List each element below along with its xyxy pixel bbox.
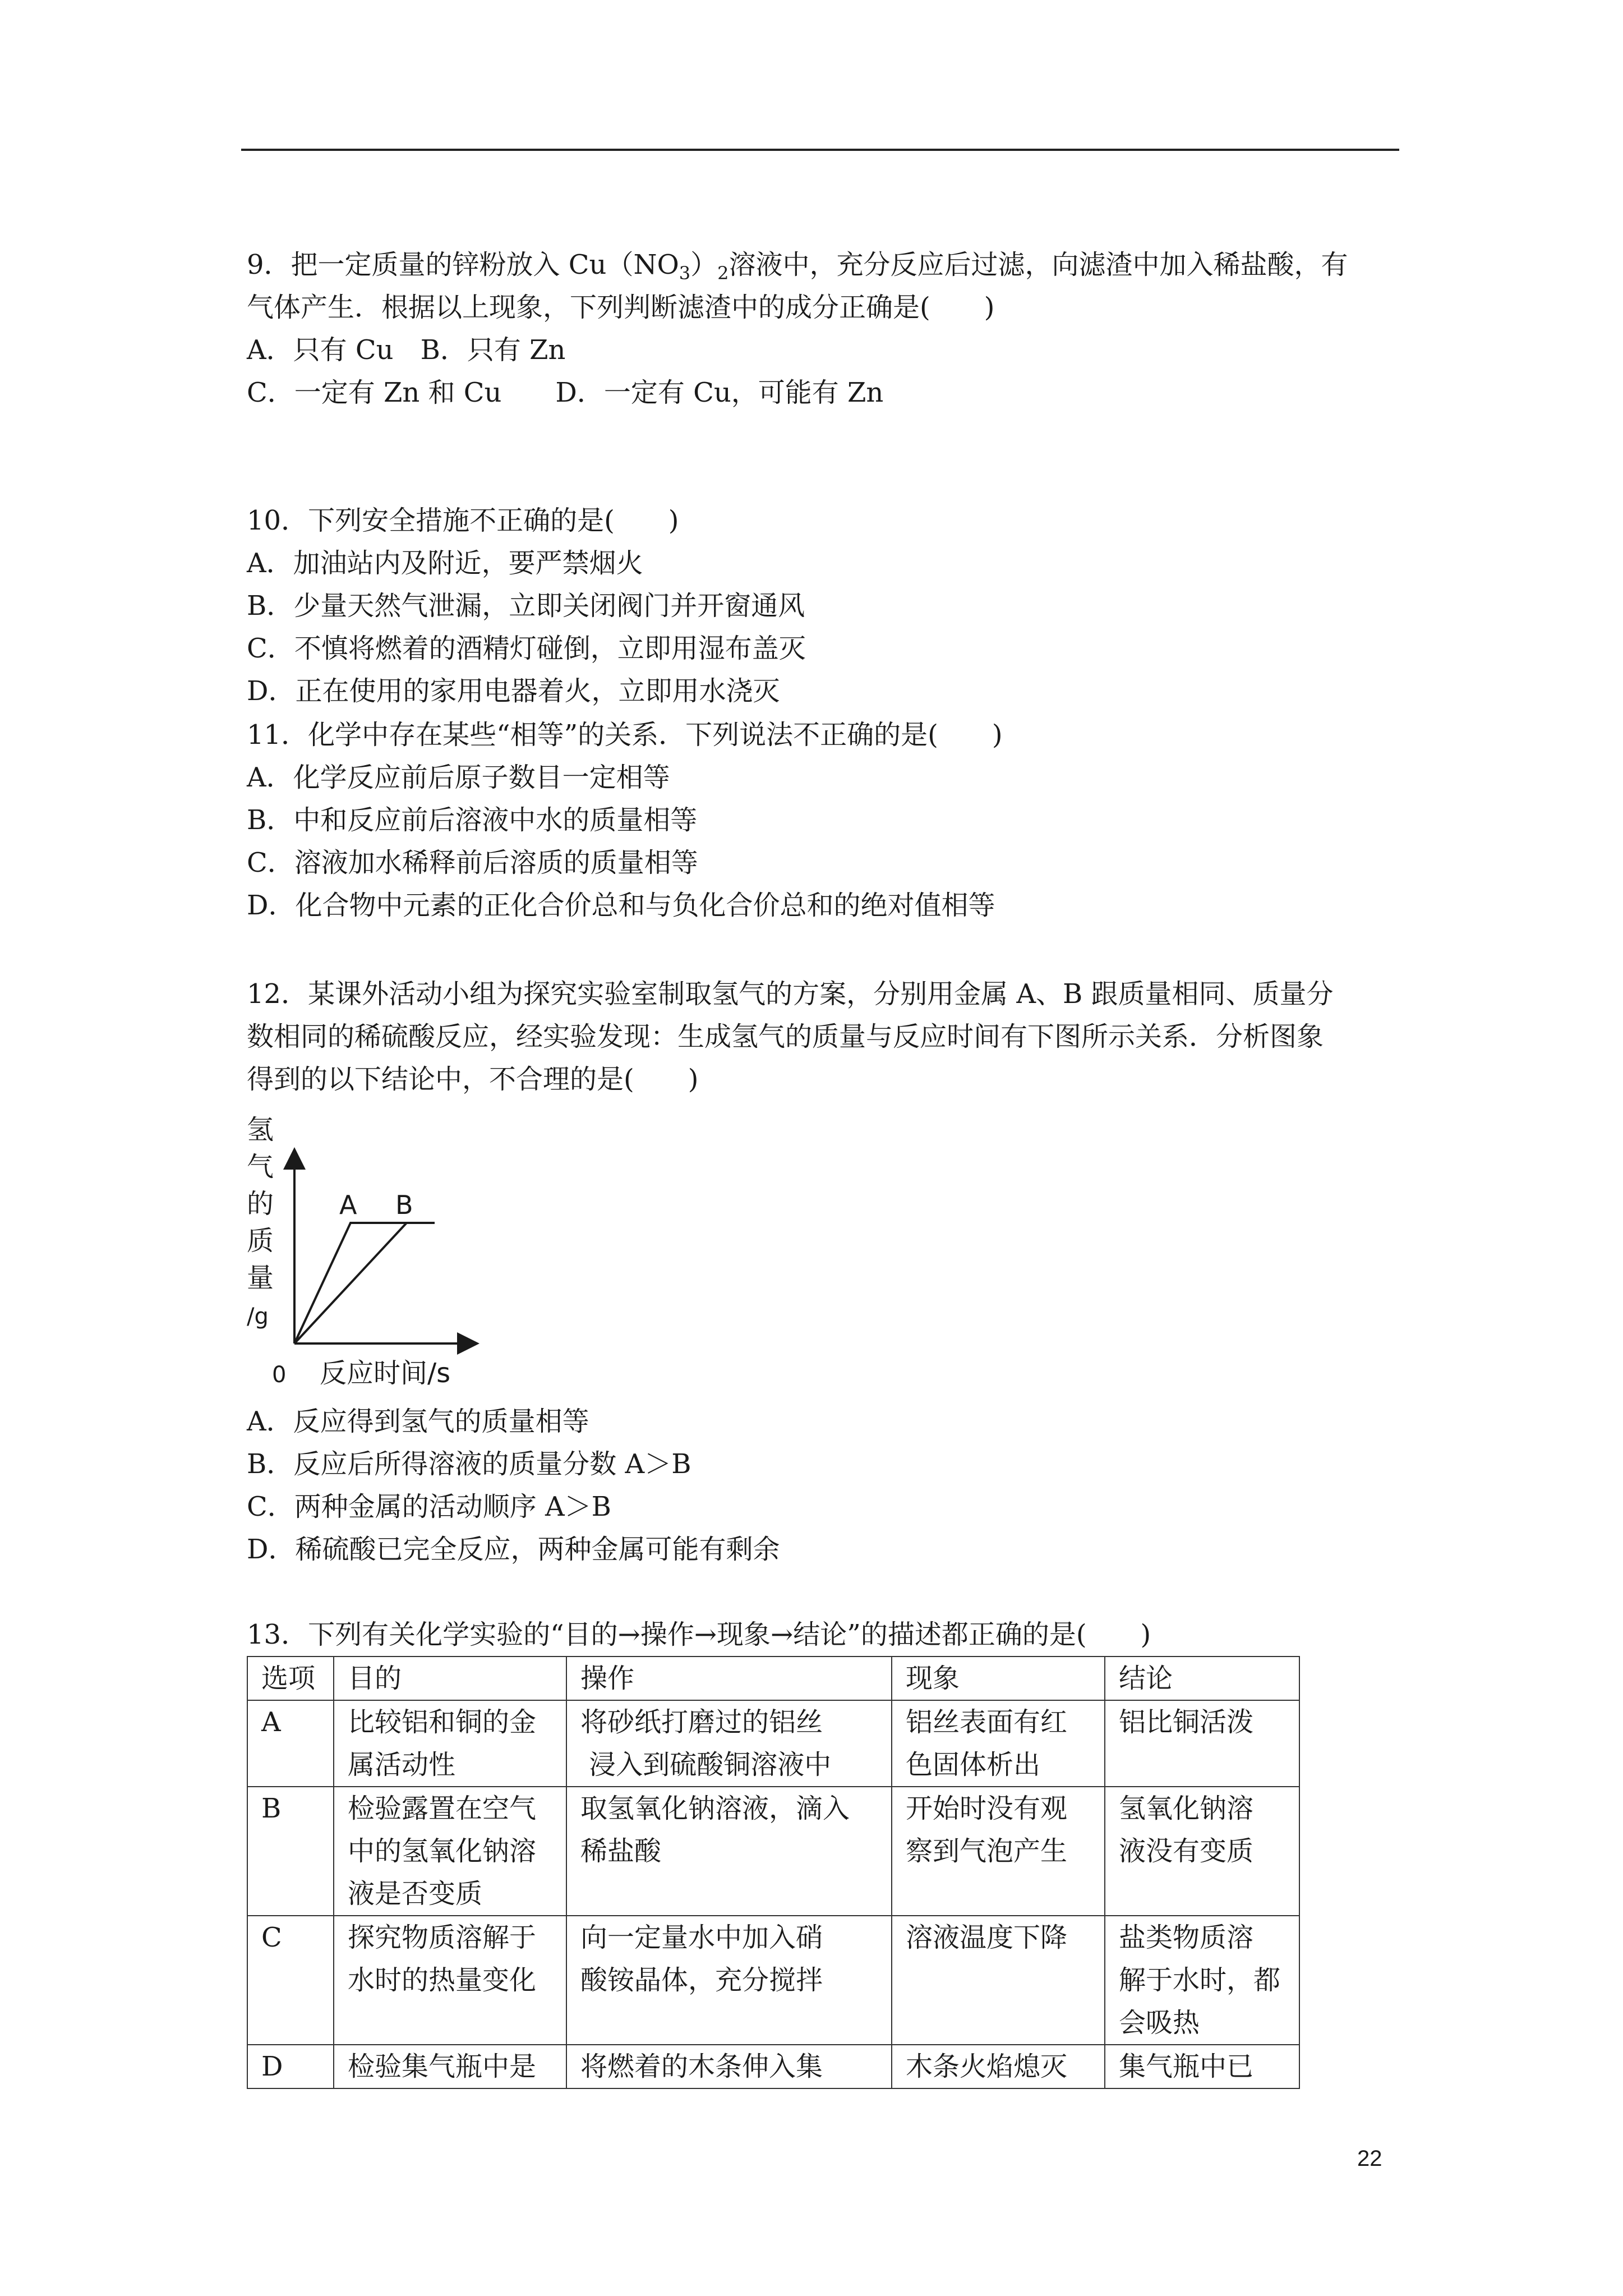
q9-stem-line-2: 气体产生．根据以上现象，下列判断滤渣中的成分正确是( ) xyxy=(247,292,995,323)
q12-stem-line-3: 得到的以下结论中，不合理的是( ) xyxy=(247,1064,699,1095)
cell-line: 检验露置在空气 xyxy=(348,1793,537,1824)
q13-table xyxy=(247,1656,1300,2089)
table-cell-purpose xyxy=(334,2045,566,2088)
y-label-char: 氢 xyxy=(247,1114,274,1145)
q10-stem: 10．下列安全措施不正确的是( ) xyxy=(247,505,679,536)
cell-line: 中的氢氧化钠溶 xyxy=(348,1835,537,1867)
table-cell-purpose xyxy=(334,1787,566,1916)
page-number: 22 xyxy=(1357,2146,1382,2171)
y-label-char: 气 xyxy=(247,1151,274,1182)
q9-options-ab: A．只有 Cu B．只有 Zn xyxy=(247,334,566,366)
q12-option-d: D．稀硫酸已完全反应，两种金属可能有剩余 xyxy=(247,1534,780,1565)
cell-line: 氢氧化钠溶 xyxy=(1119,1793,1254,1824)
q12-options xyxy=(247,1400,1402,1571)
q10-option-d: D．正在使用的家用电器着火，立即用水浇灭 xyxy=(247,675,780,707)
q12-stem-line-2: 数相同的稀硫酸反应，经实验发现：生成氢气的质量与反应时间有下图所示关系．分析图象 xyxy=(247,1021,1324,1052)
cell-line: 水时的热量变化 xyxy=(348,1964,537,1996)
table-cell-phenomenon xyxy=(892,1916,1105,2045)
table-row xyxy=(247,1787,1299,1916)
cell-line: 探究物质溶解于 xyxy=(348,1922,537,1953)
y-axis-label xyxy=(247,1114,274,1329)
cell-line: 盐类物质溶 xyxy=(1119,1922,1254,1953)
table-header-row xyxy=(247,1657,1299,1700)
cell-line: 检验集气瓶中是 xyxy=(348,2051,537,2082)
y-label-char: 量 xyxy=(247,1262,274,1294)
series-label-a: A xyxy=(339,1190,357,1220)
cell-line: 解于水时，都 xyxy=(1119,1964,1281,1996)
table-cell-phenomenon xyxy=(892,1787,1105,1916)
cell-line: 木条火焰熄灭 xyxy=(906,2051,1068,2082)
q11-stem: 11．化学中存在某些“相等”的关系．下列说法不正确的是( ) xyxy=(247,719,1003,751)
header-rule xyxy=(241,149,1399,151)
table-cell-conclusion xyxy=(1105,2045,1299,2088)
cell-line: 铝比铜活泼 xyxy=(1119,1706,1254,1738)
table-cell-purpose xyxy=(334,1916,566,2045)
q11-option-d: D．化合物中元素的正化合价总和与负化合价总和的绝对值相等 xyxy=(247,890,995,921)
cell-line: 溶液温度下降 xyxy=(906,1922,1068,1953)
table-cell-purpose xyxy=(334,1700,566,1787)
cell-line: 开始时没有观 xyxy=(906,1793,1068,1824)
table-cell-operation xyxy=(566,1916,892,2045)
cell-line: 稀盐酸 xyxy=(580,1835,662,1867)
q12-option-c: C．两种金属的活动顺序 A＞B xyxy=(247,1491,611,1522)
q12-option-a: A．反应得到氢气的质量相等 xyxy=(247,1406,589,1437)
table-cell-option: A xyxy=(247,1700,334,1787)
origin-label: 0 xyxy=(272,1362,287,1388)
cell-line: 液没有变质 xyxy=(1119,1835,1254,1867)
table-cell-phenomenon xyxy=(892,2045,1105,2088)
table-cell-conclusion xyxy=(1105,1700,1299,1787)
cell-line: 将燃着的木条伸入集 xyxy=(580,2051,823,2082)
q10-option-a: A．加油站内及附近，要严禁烟火 xyxy=(247,547,643,579)
question-11 xyxy=(247,714,1402,927)
cell-line: 液是否变质 xyxy=(348,1878,483,1910)
table-cell-conclusion xyxy=(1105,1916,1299,2045)
table-cell-phenomenon xyxy=(892,1700,1105,1787)
table-row xyxy=(247,1700,1299,1787)
cell-line: 集气瓶中已 xyxy=(1119,2051,1254,2082)
hydrogen-mass-chart xyxy=(247,1111,550,1402)
table-cell-operation xyxy=(566,2045,892,2088)
q10-option-b: B．少量天然气泄漏，立即关闭阀门并开窗通风 xyxy=(247,590,805,622)
table-header-cell: 操作 xyxy=(566,1657,892,1700)
y-label-char: /g xyxy=(247,1304,269,1329)
cell-line: 察到气泡产生 xyxy=(906,1835,1068,1867)
question-13 xyxy=(247,1613,1402,1656)
cell-line: 取氢氧化钠溶液，滴入 xyxy=(580,1793,850,1824)
cell-line: 色固体析出 xyxy=(906,1749,1041,1780)
chart-series xyxy=(294,1190,435,1343)
q13-stem: 13．下列有关化学实验的“目的→操作→现象→结论”的描述都正确的是( ) xyxy=(247,1619,1151,1650)
cell-line: 向一定量水中加入硝 xyxy=(580,1922,823,1953)
series-label-b: B xyxy=(395,1190,413,1220)
q10-option-c: C．不慎将燃着的酒精灯碰倒，立即用湿布盖灭 xyxy=(247,633,806,664)
q11-option-c: C．溶液加水稀释前后溶质的质量相等 xyxy=(247,847,698,878)
table-header-cell: 结论 xyxy=(1105,1657,1299,1700)
q11-option-b: B．中和反应前后溶液中水的质量相等 xyxy=(247,804,698,836)
q9-stem-line-1: 9．把一定质量的锌粉放入 $Cu(NO_3)_2$溶液中，充分反应后过滤，向滤渣中加入稀盐酸，有 xyxy=(247,249,1348,284)
table-cell-option: C xyxy=(247,1916,334,2045)
cell-line: 比较铝和铜的金 xyxy=(348,1706,537,1738)
cell-line: 酸铵晶体，充分搅拌 xyxy=(580,1964,823,1996)
question-9 xyxy=(247,243,1402,414)
table-cell-option: B xyxy=(247,1787,334,1916)
cell-line: 会吸热 xyxy=(1119,2007,1200,2039)
x-axis-label: 反应时间/s xyxy=(320,1358,451,1389)
cell-line: 属活动性 xyxy=(348,1749,456,1780)
table-header-cell: 选项 xyxy=(247,1657,334,1700)
q9-options-cd: C．一定有 Zn 和 Cu D．一定有 Cu，可能有 Zn xyxy=(247,377,884,408)
q12-option-b: B．反应后所得溶液的质量分数 A＞B xyxy=(247,1448,691,1480)
table-header-cell: 目的 xyxy=(334,1657,566,1700)
table-header-cell: 现象 xyxy=(892,1657,1105,1700)
table-cell-option: D xyxy=(247,2045,334,2088)
series-line-a xyxy=(294,1223,435,1343)
cell-line: 将砂纸打磨过的铝丝 xyxy=(580,1706,823,1738)
table-cell-operation xyxy=(566,1787,892,1916)
series-line-b xyxy=(294,1223,435,1343)
table-cell-operation xyxy=(566,1700,892,1787)
question-10 xyxy=(247,499,1402,712)
table-cell-conclusion xyxy=(1105,1787,1299,1916)
y-label-char: 质 xyxy=(247,1225,274,1257)
cell-line: 浸入到硫酸铜溶液中 xyxy=(580,1749,832,1780)
table-row xyxy=(247,2045,1299,2088)
table-row xyxy=(247,1916,1299,2045)
cell-line: 铝丝表面有红 xyxy=(906,1706,1068,1738)
q11-option-a: A．化学反应前后原子数目一定相等 xyxy=(247,762,670,793)
question-12 xyxy=(247,973,1402,1101)
q12-stem-line-1: 12．某课外活动小组为探究实验室制取氢气的方案，分别用金属 A、B 跟质量相同、质量分 xyxy=(247,978,1334,1010)
y-label-char: 的 xyxy=(247,1188,274,1220)
